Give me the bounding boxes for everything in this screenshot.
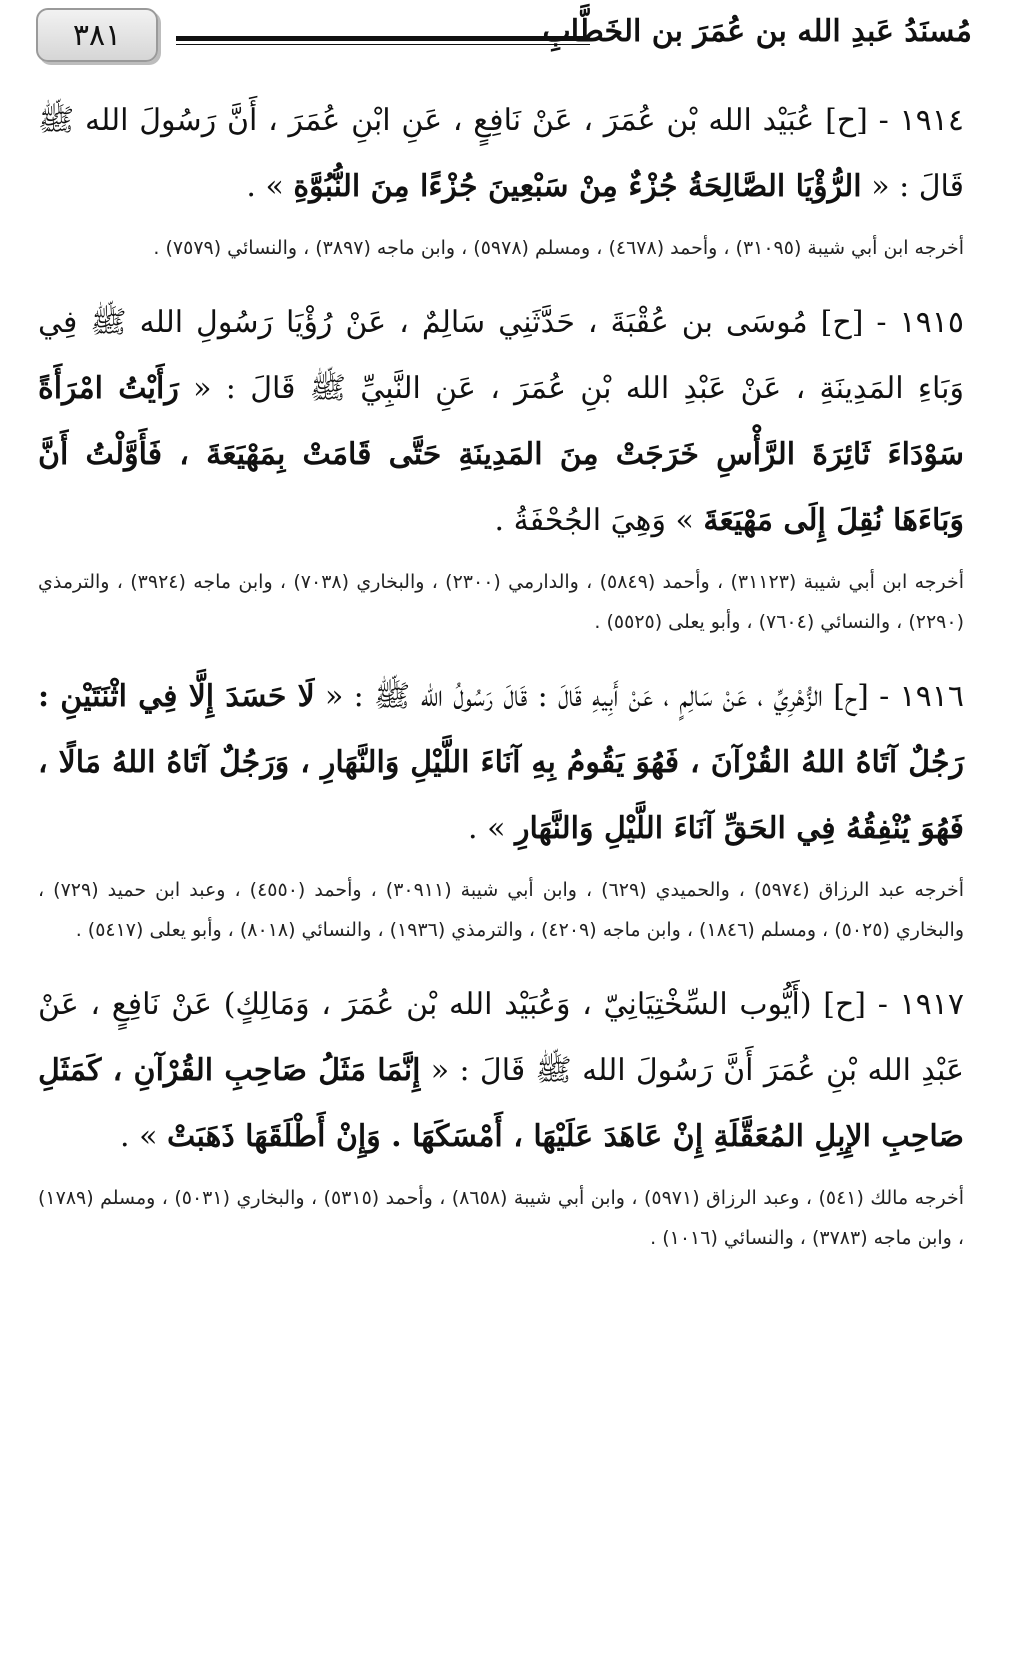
hadith-matn: الرُّؤْيَا الصَّالِحَةُ جُزْءٌ مِنْ سَبْعِينَ جُزْءًا مِنَ النُّبُوَّةِ [293, 169, 862, 204]
hadith-number: ١٩١٤ - [ح] [825, 103, 964, 138]
running-title: مُسنَدُ عَبدِ الله بن عُمَرَ بن الخَطَّابِ [542, 14, 972, 49]
hadith-closing: » . [120, 1119, 158, 1154]
header-rule [176, 36, 590, 41]
hadith-1915 [38, 290, 964, 554]
takhrij-1915: أخرجه ابن أبي شيبة (٣١١٢٣) ، وأحمد (٥٨٤٩) ، والدارمي (٢٣٠٠) ، والبخاري (٧٠٣٨) ، وابن ماجه (٣٩٢٤) ، والترمذي (٢٢٩٠) ، والنسائي (٧٦٠٤) ، وأبو يعلى (٥٥٢٥) . [38, 571, 965, 633]
hadith-matn: لَا حَسَدَ إِلَّا فِي اثْنَتَيْنِ : رَجُلٌ آتَاهُ اللهُ القُرْآنَ ، فَهُوَ يَقُومُ بِهِ آنَاءَ اللَّيْلِ وَالنَّهَارِ ، وَرَجُلٌ آتَاهُ اللهُ مَالًا ، فَهُوَ يُنْفِقُهُ فِي الحَقِّ آنَاءَ اللَّيْلِ وَالنَّهَارِ [38, 679, 964, 846]
takhrij-1916: أخرجه عبد الرزاق (٥٩٧٤) ، والحميدي (٦٢٩) ، وابن أبي شيبة (٣٠٩١١) ، وأحمد (٤٥٥٠) ، وعبد ابن حميد (٧٢٩) ، والبخاري (٥٠٢٥) ، ومسلم (١٨٤٦) ، وابن ماجه (٤٢٠٩) ، والترمذي (١٩٣٦) ، والنسائي (٨٠١٨) ، وأبو يعلى (٥٤١٧) . [38, 879, 964, 941]
hadith-isnad: (أَيُّوب السِّخْتِيَانِيّ ، وَعُبَيْد الله بْن عُمَرَ ، وَمَالِكٍ) عَنْ نَافِعٍ ، عَنْ عَبْدِ الله بْنِ عُمَرَ أَنَّ رَسُولَ الله ﷺ قَالَ : « [38, 987, 964, 1088]
hadith-number: ١٩١٧ - [ح] [823, 987, 964, 1022]
page-body [38, 88, 964, 1280]
hadith-closing: » وَهِيَ الجُحْفَةُ . [494, 503, 694, 538]
takhrij-1914: أخرجه ابن أبي شيبة (٣١٠٩٥) ، وأحمد (٤٦٧٨) ، ومسلم (٥٩٧٨) ، وابن ماجه (٣٨٩٧) ، والنسائي (٧٥٧٩) . [153, 237, 964, 259]
hadith-matn: إِنَّمَا مَثَلُ صَاحِبِ القُرْآنِ ، كَمَثَلِ صَاحِبِ الإِبِلِ المُعَقَّلَةِ إِنْ عَاهَدَ عَلَيْهَا ، أَمْسَكَهَا . وَإِنْ أَطْلَقَهَا ذَهَبَتْ [38, 1053, 964, 1154]
hadith-1917 [38, 972, 964, 1170]
hadith-isnad: عُبَيْد الله بْن عُمَرَ ، عَنْ نَافِعٍ ، عَنِ ابْنِ عُمَرَ ، أَنَّ رَسُولَ الله ﷺ قَالَ : « [38, 103, 964, 204]
hadith-number: ١٩١٦ - [ح] [833, 679, 964, 714]
hadith-closing: » . [468, 811, 506, 846]
hadith-isnad: مُوسَى بن عُقْبَةَ ، حَدَّثَنِي سَالِمٌ ، عَنْ رُؤْيَا رَسُولِ الله ﷺ فِي وَبَاءِ المَدِينَةِ ، عَنْ عَبْدِ الله بْنِ عُمَرَ ، عَنِ النَّبِيِّ ﷺ قَالَ : « [38, 305, 964, 406]
hadith-isnad: الزُّهْرِيِّ ، عَنْ سَالِمٍ ، عَنْ أَبِيهِ قَالَ : قَالَ رَسُولُ الله ﷺ : « [325, 679, 823, 714]
hadith-number: ١٩١٥ - [ح] [820, 305, 964, 340]
takhrij-1917: أخرجه مالك (٥٤١) ، وعبد الرزاق (٥٩٧١) ، وابن أبي شيبة (٨٦٥٨) ، وأحمد (٥٣١٥) ، والبخاري (٥٠٣١) ، ومسلم (١٧٨٩) ، وابن ماجه (٣٧٨٣) ، والنسائي (١٠١٦) . [38, 1187, 965, 1249]
hadith-1916 [38, 664, 964, 862]
page-number-badge: ٣٨١ [36, 8, 158, 62]
hadith-closing: » . [246, 169, 284, 204]
hadith-1914 [38, 88, 964, 220]
page-header [36, 8, 978, 64]
hadith-matn: رَأَيْتُ امْرَأَةً سَوْدَاءَ ثَائِرَةَ الرَّأْسِ خَرَجَتْ مِنَ المَدِينَةِ حَتَّى قَامَتْ بِمَهْيَعَةَ ، فَأَوَّلْتُ أَنَّ وَبَاءَهَا نُقِلَ إِلَى مَهْيَعَةَ [38, 371, 964, 538]
